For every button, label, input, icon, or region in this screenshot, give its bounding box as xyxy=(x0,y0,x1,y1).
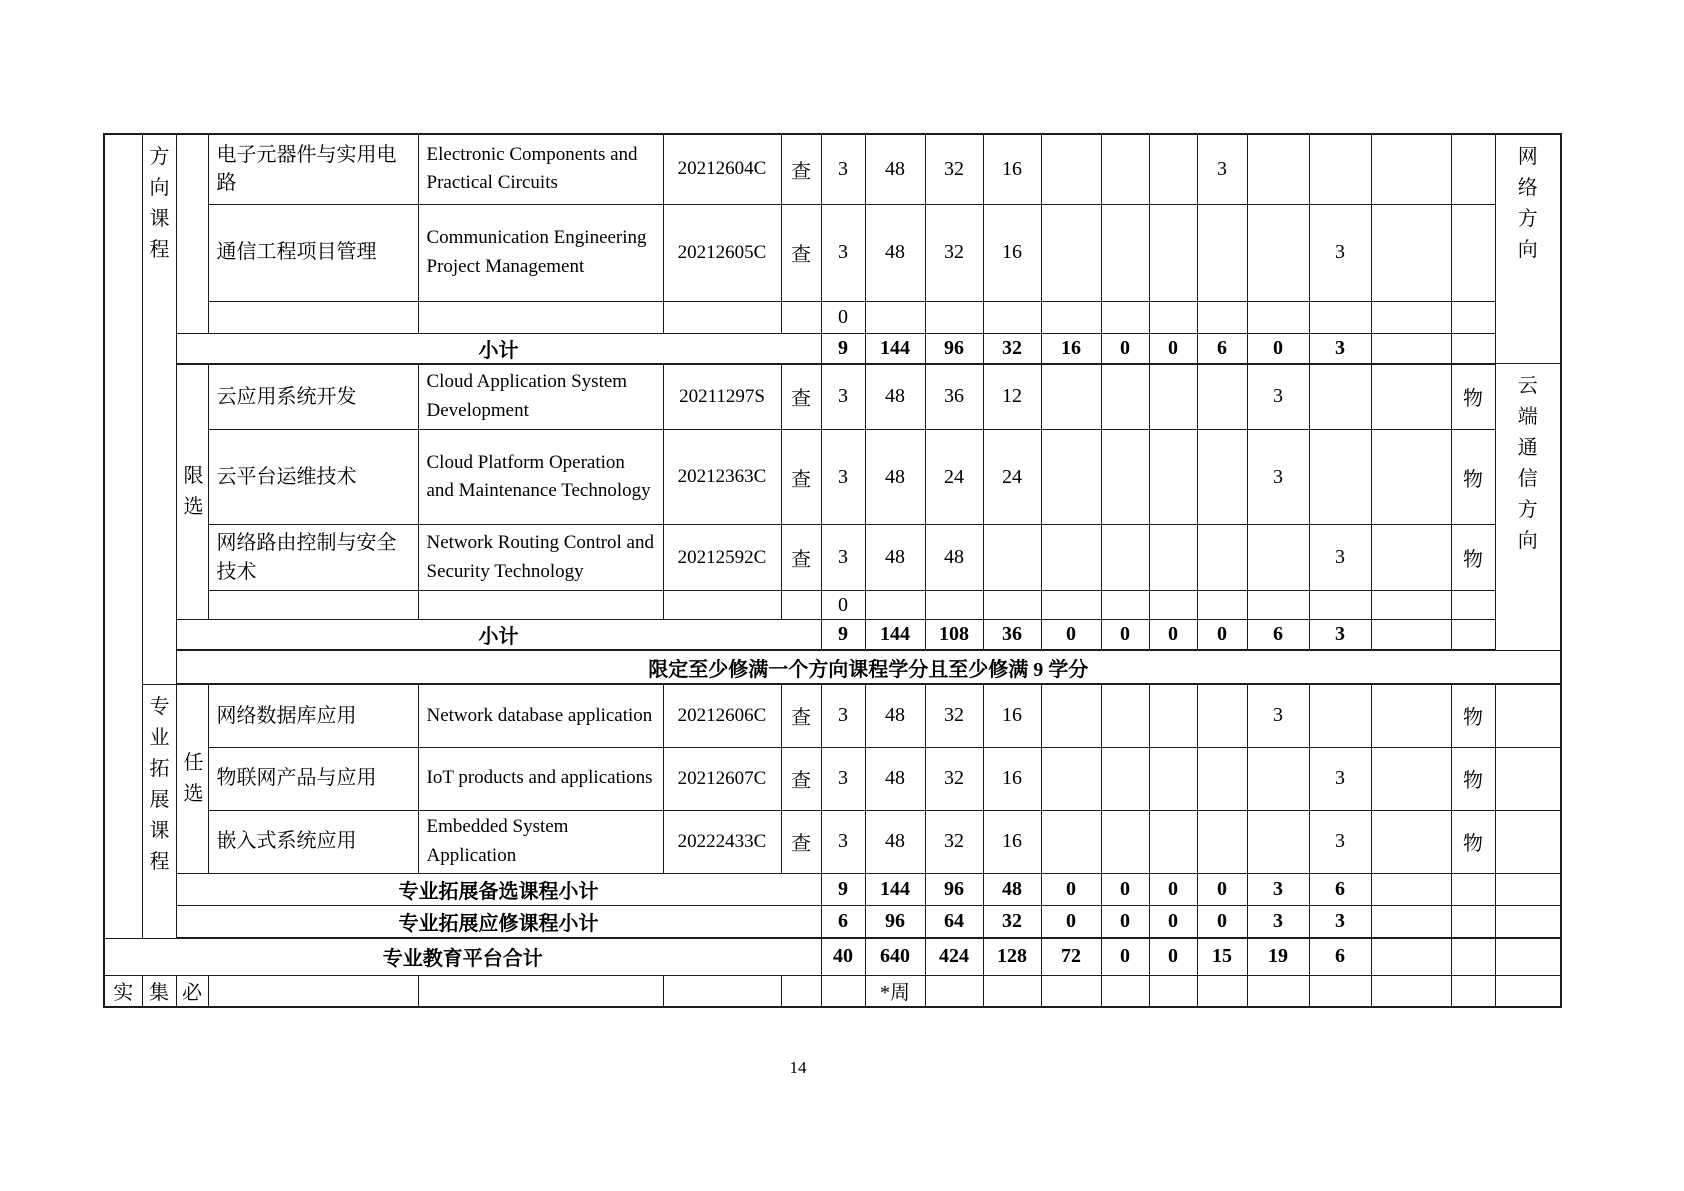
practice-hours-cell: 16 xyxy=(983,134,1041,204)
credits-cell: 3 xyxy=(821,204,865,301)
term-cell: 3 xyxy=(1247,905,1309,938)
textbook-cell: 物 xyxy=(1451,525,1495,591)
term-cell xyxy=(1247,591,1309,620)
term-cell xyxy=(1197,364,1247,430)
platform-category-cell: 实 xyxy=(104,975,142,1007)
credits-cell: 40 xyxy=(821,938,865,975)
textbook-cell: 物 xyxy=(1451,364,1495,430)
term-cell xyxy=(1041,525,1101,591)
credits-cell: 0 xyxy=(821,301,865,333)
textbook-cell xyxy=(1451,620,1495,651)
textbook-cell xyxy=(1451,938,1495,975)
course-name-en xyxy=(418,301,663,333)
select-type-cell xyxy=(176,134,208,333)
practice-hours-cell: 16 xyxy=(983,747,1041,810)
course-name-en: Network database application xyxy=(418,684,663,747)
theory-hours-cell: 32 xyxy=(925,747,983,810)
term-cell xyxy=(1197,204,1247,301)
course-row xyxy=(104,525,1561,591)
term-cell xyxy=(1247,134,1309,204)
practice-hours-cell: 36 xyxy=(983,620,1041,651)
course-row xyxy=(104,430,1561,525)
course-code: 20222433C xyxy=(663,810,781,873)
term-cell: 6 xyxy=(1197,333,1247,364)
term-cell xyxy=(1041,747,1101,810)
term-cell: 3 xyxy=(1309,810,1371,873)
term-cell: 3 xyxy=(1247,684,1309,747)
practice-hours-cell xyxy=(983,301,1041,333)
term-cell: 6 xyxy=(1247,620,1309,651)
exam-type-cell: 查 xyxy=(781,430,821,525)
term-cell: 3 xyxy=(1309,620,1371,651)
term-cell: 3 xyxy=(1247,873,1309,905)
course-code: 20212605C xyxy=(663,204,781,301)
term-cell xyxy=(1041,134,1101,204)
spare-cell xyxy=(1371,975,1451,1007)
cloud-direction-label: 云端通信方向 xyxy=(1517,375,1538,552)
subtotal-row xyxy=(104,620,1561,651)
direction-cell xyxy=(1495,684,1561,747)
course-name-en: Communication Engineering Project Management xyxy=(418,204,663,301)
credits-cell: 6 xyxy=(821,905,865,938)
practice-hours-cell: 24 xyxy=(983,430,1041,525)
practice-platform-row xyxy=(104,975,1561,1007)
direction-cell xyxy=(1495,975,1561,1007)
term-cell xyxy=(1149,430,1197,525)
textbook-cell: 物 xyxy=(1451,430,1495,525)
course-code: 20212607C xyxy=(663,747,781,810)
term-cell: 0 xyxy=(1041,620,1101,651)
exam-type-cell xyxy=(781,591,821,620)
theory-hours-cell: 108 xyxy=(925,620,983,651)
subtotal-row xyxy=(104,905,1561,938)
course-name-cn: 电子元器件与实用电路 xyxy=(208,134,418,204)
term-cell: 0 xyxy=(1101,333,1149,364)
term-cell xyxy=(1149,301,1197,333)
term-cell xyxy=(1101,810,1149,873)
subtotal-row xyxy=(104,333,1561,364)
credits-cell: 9 xyxy=(821,873,865,905)
term-cell xyxy=(1309,301,1371,333)
expand-course-group-cell xyxy=(142,684,176,938)
term-cell xyxy=(1101,430,1149,525)
exam-type-cell: 查 xyxy=(781,684,821,747)
course-code: 20212606C xyxy=(663,684,781,747)
term-cell xyxy=(1149,525,1197,591)
empty-course-row xyxy=(104,301,1561,333)
exam-type-cell xyxy=(781,975,821,1007)
credits-cell: 3 xyxy=(821,134,865,204)
theory-hours-cell: 32 xyxy=(925,684,983,747)
term-cell: 0 xyxy=(1197,873,1247,905)
credits-cell: 3 xyxy=(821,747,865,810)
term-cell xyxy=(1247,810,1309,873)
term-cell xyxy=(1197,747,1247,810)
textbook-cell xyxy=(1451,134,1495,204)
term-cell: 0 xyxy=(1041,873,1101,905)
credits-cell: 3 xyxy=(821,684,865,747)
subtotal-label: 专业拓展备选课程小计 xyxy=(176,873,821,905)
spare-cell xyxy=(1371,747,1451,810)
theory-hours-cell: 24 xyxy=(925,430,983,525)
term-cell xyxy=(1149,975,1197,1007)
term-cell xyxy=(1197,810,1247,873)
direction-cell xyxy=(1495,938,1561,975)
direction-cell xyxy=(1495,810,1561,873)
exam-type-cell: 查 xyxy=(781,525,821,591)
term-cell xyxy=(1101,204,1149,301)
term-cell: 0 xyxy=(1149,938,1197,975)
term-cell xyxy=(1247,975,1309,1007)
term-cell: 6 xyxy=(1309,938,1371,975)
platform-category-cell xyxy=(104,134,142,938)
spare-cell xyxy=(1371,364,1451,430)
direction-credit-note: 限定至少修满一个方向课程学分且至少修满 9 学分 xyxy=(176,650,1561,684)
term-cell xyxy=(1247,301,1309,333)
term-cell xyxy=(1197,684,1247,747)
theory-hours-cell: 32 xyxy=(925,810,983,873)
term-cell xyxy=(1101,301,1149,333)
total-hours-cell: 96 xyxy=(865,905,925,938)
exam-type-cell: 查 xyxy=(781,134,821,204)
term-cell xyxy=(1149,134,1197,204)
term-cell xyxy=(1309,684,1371,747)
term-cell xyxy=(1149,684,1197,747)
course-name-cn xyxy=(208,975,418,1007)
total-hours-cell: *周 xyxy=(865,975,925,1007)
theory-hours-cell: 96 xyxy=(925,333,983,364)
term-cell xyxy=(1149,364,1197,430)
term-cell: 3 xyxy=(1247,364,1309,430)
direction-cell xyxy=(1495,905,1561,938)
theory-hours-cell: 36 xyxy=(925,364,983,430)
term-cell: 3 xyxy=(1247,430,1309,525)
practice-hours-cell: 16 xyxy=(983,810,1041,873)
course-row xyxy=(104,684,1561,747)
theory-hours-cell xyxy=(925,591,983,620)
term-cell xyxy=(1101,747,1149,810)
theory-hours-cell xyxy=(925,975,983,1007)
course-row xyxy=(104,204,1561,301)
course-name-en: Embedded System Application xyxy=(418,810,663,873)
term-cell: 3 xyxy=(1197,134,1247,204)
term-cell xyxy=(1309,364,1371,430)
group-cell: 集 xyxy=(142,975,176,1007)
term-cell: 0 xyxy=(1101,620,1149,651)
credits-cell: 3 xyxy=(821,430,865,525)
course-name-en xyxy=(418,591,663,620)
course-code: 20212363C xyxy=(663,430,781,525)
note-row xyxy=(104,650,1561,684)
term-cell xyxy=(1309,134,1371,204)
spare-cell xyxy=(1371,810,1451,873)
term-cell xyxy=(1101,684,1149,747)
term-cell xyxy=(1149,810,1197,873)
practice-hours-cell: 128 xyxy=(983,938,1041,975)
course-name-en: Cloud Platform Operation and Maintenance Technology xyxy=(418,430,663,525)
term-cell xyxy=(1041,364,1101,430)
total-hours-cell: 144 xyxy=(865,620,925,651)
restricted-elective-label: 限选 xyxy=(183,464,204,518)
spare-cell xyxy=(1371,134,1451,204)
spare-cell xyxy=(1371,430,1451,525)
spare-cell xyxy=(1371,620,1451,651)
course-name-cn xyxy=(208,591,418,620)
term-cell xyxy=(1149,204,1197,301)
course-code: 20211297S xyxy=(663,364,781,430)
course-name-cn: 网络路由控制与安全技术 xyxy=(208,525,418,591)
credits-cell: 3 xyxy=(821,364,865,430)
theory-hours-cell xyxy=(925,301,983,333)
credits-cell: 3 xyxy=(821,810,865,873)
term-cell xyxy=(1247,204,1309,301)
term-cell xyxy=(1041,430,1101,525)
subtotal-label: 小计 xyxy=(176,620,821,651)
term-cell: 0 xyxy=(1197,620,1247,651)
subtotal-label: 专业拓展应修课程小计 xyxy=(176,905,821,938)
practice-hours-cell xyxy=(983,975,1041,1007)
textbook-cell xyxy=(1451,333,1495,364)
spare-cell xyxy=(1371,938,1451,975)
term-cell xyxy=(1101,134,1149,204)
subtotal-row xyxy=(104,873,1561,905)
total-hours-cell xyxy=(865,591,925,620)
term-cell: 16 xyxy=(1041,333,1101,364)
total-hours-cell: 48 xyxy=(865,134,925,204)
exam-type-cell: 查 xyxy=(781,747,821,810)
term-cell: 3 xyxy=(1309,905,1371,938)
direction-course-group-label: 方向课程 xyxy=(149,146,170,261)
direction-cell xyxy=(1495,134,1561,364)
total-hours-cell: 48 xyxy=(865,747,925,810)
term-cell: 0 xyxy=(1041,905,1101,938)
course-row xyxy=(104,364,1561,430)
course-name-cn: 物联网产品与应用 xyxy=(208,747,418,810)
curriculum-table xyxy=(103,133,1562,1008)
term-cell: 0 xyxy=(1101,873,1149,905)
term-cell xyxy=(1197,975,1247,1007)
total-hours-cell: 48 xyxy=(865,430,925,525)
platform-total-label: 专业教育平台合计 xyxy=(104,938,821,975)
spare-cell xyxy=(1371,591,1451,620)
credits-cell: 9 xyxy=(821,620,865,651)
course-name-cn: 嵌入式系统应用 xyxy=(208,810,418,873)
textbook-cell xyxy=(1451,591,1495,620)
term-cell: 3 xyxy=(1309,525,1371,591)
theory-hours-cell: 32 xyxy=(925,204,983,301)
total-hours-cell: 640 xyxy=(865,938,925,975)
spare-cell xyxy=(1371,301,1451,333)
spare-cell xyxy=(1371,204,1451,301)
term-cell: 3 xyxy=(1309,333,1371,364)
term-cell: 0 xyxy=(1101,938,1149,975)
page-number: 14 xyxy=(789,1058,807,1077)
select-type-cell xyxy=(176,684,208,873)
direction-course-group-cell xyxy=(142,134,176,684)
course-name-cn: 云应用系统开发 xyxy=(208,364,418,430)
textbook-cell xyxy=(1451,905,1495,938)
direction-cell xyxy=(1495,873,1561,905)
course-code xyxy=(663,975,781,1007)
total-hours-cell xyxy=(865,301,925,333)
textbook-cell: 物 xyxy=(1451,747,1495,810)
term-cell: 3 xyxy=(1309,204,1371,301)
term-cell xyxy=(1309,591,1371,620)
practice-hours-cell: 16 xyxy=(983,204,1041,301)
term-cell xyxy=(1197,301,1247,333)
course-name-en xyxy=(418,975,663,1007)
term-cell xyxy=(1101,364,1149,430)
curriculum-table-sheet xyxy=(103,133,1562,1008)
course-name-cn xyxy=(208,301,418,333)
network-direction-label: 网络方向 xyxy=(1517,146,1538,261)
subtotal-label: 小计 xyxy=(176,333,821,364)
term-cell xyxy=(1041,591,1101,620)
select-type-cell: 必 xyxy=(176,975,208,1007)
exam-type-cell xyxy=(781,301,821,333)
theory-hours-cell: 424 xyxy=(925,938,983,975)
theory-hours-cell: 96 xyxy=(925,873,983,905)
term-cell xyxy=(1149,591,1197,620)
course-row xyxy=(104,747,1561,810)
textbook-cell xyxy=(1451,204,1495,301)
course-name-en: Network Routing Control and Security Technology xyxy=(418,525,663,591)
total-hours-cell: 48 xyxy=(865,684,925,747)
credits-cell xyxy=(821,975,865,1007)
term-cell xyxy=(1309,430,1371,525)
term-cell xyxy=(1041,301,1101,333)
credits-cell: 0 xyxy=(821,591,865,620)
term-cell: 15 xyxy=(1197,938,1247,975)
total-hours-cell: 144 xyxy=(865,333,925,364)
textbook-cell xyxy=(1451,975,1495,1007)
term-cell: 0 xyxy=(1149,873,1197,905)
theory-hours-cell: 32 xyxy=(925,134,983,204)
textbook-cell xyxy=(1451,873,1495,905)
course-name-cn: 云平台运维技术 xyxy=(208,430,418,525)
select-type-cell xyxy=(176,364,208,620)
term-cell xyxy=(1041,810,1101,873)
term-cell xyxy=(1247,747,1309,810)
term-cell xyxy=(1247,525,1309,591)
term-cell xyxy=(1197,430,1247,525)
term-cell xyxy=(1041,975,1101,1007)
textbook-cell: 物 xyxy=(1451,684,1495,747)
practice-hours-cell: 16 xyxy=(983,684,1041,747)
course-code: 20212592C xyxy=(663,525,781,591)
term-cell xyxy=(1101,525,1149,591)
term-cell: 0 xyxy=(1247,333,1309,364)
total-hours-cell: 48 xyxy=(865,204,925,301)
practice-hours-cell: 32 xyxy=(983,333,1041,364)
credits-cell: 3 xyxy=(821,525,865,591)
practice-hours-cell: 48 xyxy=(983,873,1041,905)
theory-hours-cell: 64 xyxy=(925,905,983,938)
total-hours-cell: 48 xyxy=(865,810,925,873)
free-elective-label: 任选 xyxy=(183,751,204,805)
term-cell xyxy=(1197,525,1247,591)
exam-type-cell: 查 xyxy=(781,810,821,873)
course-name-cn: 网络数据库应用 xyxy=(208,684,418,747)
term-cell xyxy=(1041,684,1101,747)
term-cell xyxy=(1197,591,1247,620)
practice-hours-cell: 32 xyxy=(983,905,1041,938)
term-cell: 3 xyxy=(1309,747,1371,810)
term-cell: 0 xyxy=(1149,905,1197,938)
direction-cell xyxy=(1495,747,1561,810)
term-cell xyxy=(1101,591,1149,620)
course-code xyxy=(663,301,781,333)
total-hours-cell: 144 xyxy=(865,873,925,905)
course-name-en: Electronic Components and Practical Circuits xyxy=(418,134,663,204)
exam-type-cell: 查 xyxy=(781,204,821,301)
spare-cell xyxy=(1371,873,1451,905)
term-cell xyxy=(1149,747,1197,810)
term-cell: 0 xyxy=(1197,905,1247,938)
theory-hours-cell: 48 xyxy=(925,525,983,591)
spare-cell xyxy=(1371,684,1451,747)
term-cell: 0 xyxy=(1101,905,1149,938)
term-cell: 0 xyxy=(1149,333,1197,364)
course-name-cn: 通信工程项目管理 xyxy=(208,204,418,301)
spare-cell xyxy=(1371,333,1451,364)
spare-cell xyxy=(1371,905,1451,938)
direction-cell xyxy=(1495,364,1561,651)
empty-course-row xyxy=(104,591,1561,620)
spare-cell xyxy=(1371,525,1451,591)
term-cell: 19 xyxy=(1247,938,1309,975)
course-row xyxy=(104,810,1561,873)
term-cell xyxy=(1309,975,1371,1007)
course-name-en: Cloud Application System Development xyxy=(418,364,663,430)
term-cell xyxy=(1101,975,1149,1007)
textbook-cell xyxy=(1451,301,1495,333)
credits-cell: 9 xyxy=(821,333,865,364)
term-cell xyxy=(1041,204,1101,301)
term-cell: 0 xyxy=(1149,620,1197,651)
course-row xyxy=(104,134,1561,204)
total-hours-cell: 48 xyxy=(865,364,925,430)
term-cell: 72 xyxy=(1041,938,1101,975)
total-hours-cell: 48 xyxy=(865,525,925,591)
practice-hours-cell xyxy=(983,591,1041,620)
course-name-en: IoT products and applications xyxy=(418,747,663,810)
total-row xyxy=(104,938,1561,975)
practice-hours-cell xyxy=(983,525,1041,591)
practice-hours-cell: 12 xyxy=(983,364,1041,430)
course-code xyxy=(663,591,781,620)
course-code: 20212604C xyxy=(663,134,781,204)
exam-type-cell: 查 xyxy=(781,364,821,430)
textbook-cell: 物 xyxy=(1451,810,1495,873)
expand-course-group-label: 专业拓展课程 xyxy=(149,695,170,873)
term-cell: 6 xyxy=(1309,873,1371,905)
